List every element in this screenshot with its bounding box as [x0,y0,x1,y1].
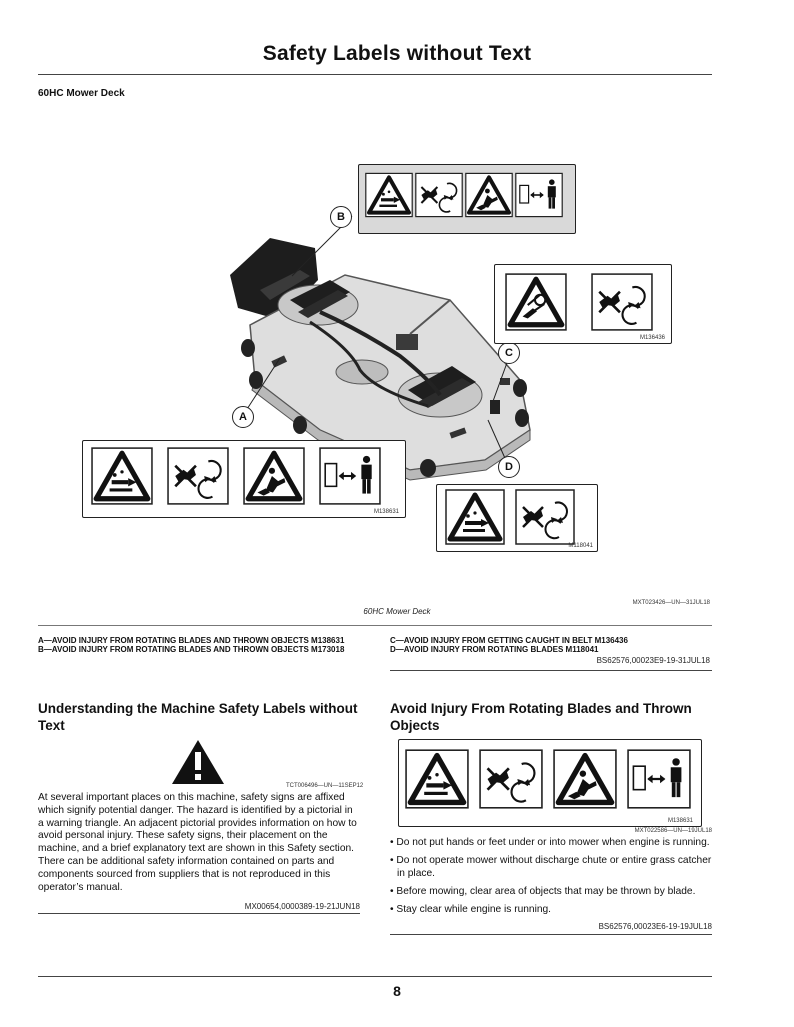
decal-c [494,264,672,344]
decal-code: M138631 [667,818,693,824]
warning-hand-injury-icon [553,748,617,810]
warning-triangle-icon [170,738,226,786]
right-heading: Avoid Injury From Rotating Blades and Thrown Objects [390,701,692,733]
list-item: • Do not put hands or feet under or into mower when engine is running. [390,837,710,848]
rotating-blade-icon [591,273,653,331]
legend-item-d: D—AVOID INJURY FROM ROTATING BLADES M118041 [390,645,599,654]
callout-b: B [330,206,352,228]
list-item: • Do not operate mower without discharge chute or entire grass catcher in place. [390,855,712,879]
rotating-blade-icon [515,489,575,545]
left-heading: Understanding the Machine Safety Labels without Text [38,701,358,733]
right-image-ref: MXT022586—UN—19JUL18 [634,828,712,834]
rotating-blade-icon [167,447,229,505]
page-number: 8 [393,983,401,999]
decal-a [82,440,406,518]
decal-code: M118041 [568,543,593,549]
warning-thrown-objects-icon [365,171,413,219]
left-ref: MX00654,0000389-19-21JUN18 [244,902,360,911]
warning-thrown-objects-icon [91,447,153,505]
list-item: • Stay clear while engine is running. [390,904,552,915]
rotating-blade-icon [479,748,543,810]
figure-caption: 60HC Mower Deck [363,607,431,616]
warning-hand-injury-icon [465,171,513,219]
mower-deck-figure [60,150,720,580]
legend-item-c: C—AVOID INJURY FROM GETTING CAUGHT IN BELT M136436 [390,636,628,645]
rotating-blade-icon [415,171,463,219]
callout-d: D [498,456,520,478]
warning-hand-injury-icon [243,447,305,505]
decal-d [436,484,598,552]
warning-belt-entanglement-icon [505,273,567,331]
callout-c: C [498,342,520,364]
section-label: 60HC Mower Deck [38,88,125,99]
decal-b [358,164,576,234]
decal-code: M138631 [373,509,399,515]
keep-distance-icon [627,748,691,810]
legend-bottom-rule [390,670,712,671]
decal-code: M136436 [639,335,665,341]
legend-top-rule [38,625,712,626]
left-paragraph-1: At several important places on this machine, safety signs are affixed which signify potential danger. The hazard is identified by a pictorial in a warning triangle. An adjacent pictorial provides information on how to avoid personal injury. These safety signs, their placement on the machine, and a brief explanatory text are shown in this Safety section. [38,792,357,855]
footer-rule [38,976,712,977]
page-title: Safety Labels without Text [262,42,532,65]
left-paragraph-2: There can be additional safety information contained on parts and components sourced from suppliers that is not reproduced in this operator’s manual. [38,856,335,893]
right-bottom-rule [390,934,712,935]
legend-item-a: A—AVOID INJURY FROM ROTATING BLADES AND THROWN OBJECTS M138631 [38,636,345,645]
right-decal [398,739,702,827]
title-rule [38,74,712,75]
safety-bullet-list [390,836,716,921]
right-ref: BS62576,00023E6-19-19JUL18 [598,922,712,931]
keep-distance-icon [515,171,563,219]
list-item: • Before mowing, clear area of objects that may be thrown by blade. [390,886,696,897]
warning-thrown-objects-icon [445,489,505,545]
keep-distance-icon [319,447,381,505]
legend-item-b: B—AVOID INJURY FROM ROTATING BLADES AND THROWN OBJECTS M173018 [38,645,345,654]
left-bottom-rule [38,913,360,914]
callout-a: A [232,406,254,428]
warning-thrown-objects-icon [405,748,469,810]
figure-ref: MXT023426—UN—31JUL18 [632,600,710,606]
legend-ref: BS62576,00023E9-19-31JUL18 [596,656,710,665]
warning-icon-ref: TCT006496—UN—11SEP12 [286,783,364,789]
